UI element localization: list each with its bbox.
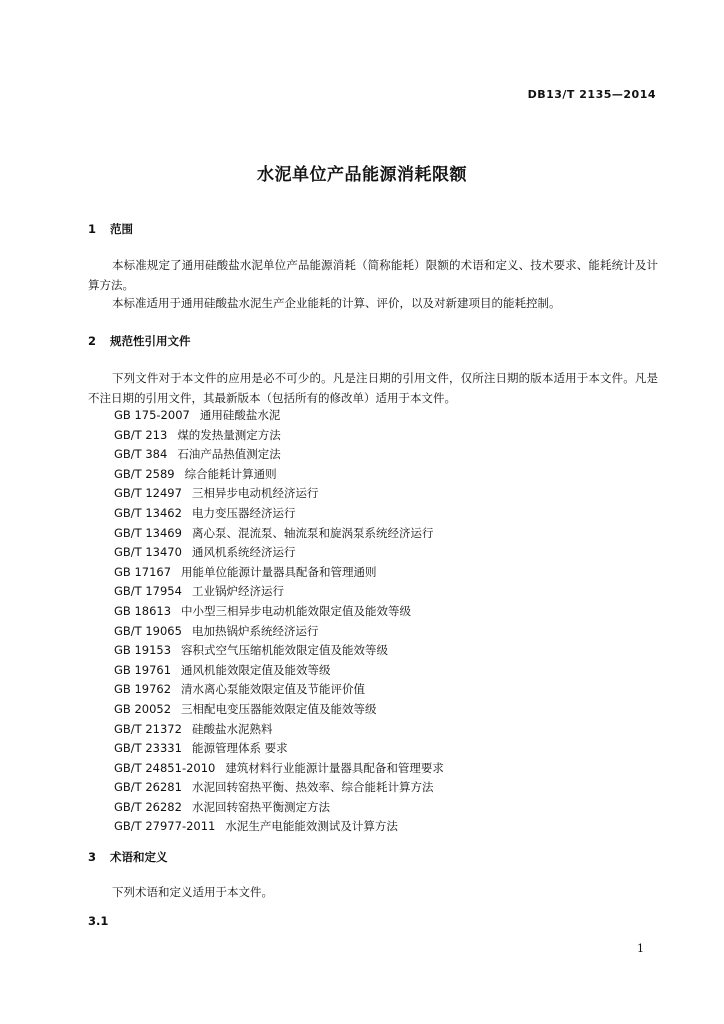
- section-heading-terms: [88, 849, 168, 865]
- reference-name: 建筑材料行业能源计量器具配备和管理要求: [225, 760, 444, 775]
- reference-code: GB/T 26281: [114, 780, 182, 795]
- reference-name: 工业锅炉经济运行: [191, 584, 284, 599]
- reference-name: 离心泵、混流泵、轴流泵和旋涡泵系统经济运行: [191, 525, 434, 540]
- clause-number: 3.1: [88, 914, 109, 928]
- reference-name: 能源管理体系 要求: [191, 741, 288, 756]
- reference-name: 煤的发热量测定方法: [177, 427, 281, 442]
- reference-name: 水泥生产电能能效测试及计算方法: [225, 819, 398, 834]
- reference-code: GB 175-2007: [114, 408, 190, 422]
- reference-name: 水泥回转窑热平衡、热效率、综合能耗计算方法: [191, 780, 434, 795]
- reference-code: GB/T 13470: [114, 545, 182, 560]
- reference-code: GB/T 17954: [114, 584, 182, 599]
- reference-code: GB/T 2589: [114, 466, 175, 481]
- section-title: 范围: [110, 222, 134, 236]
- list-item: [114, 817, 444, 837]
- section-number: 2: [88, 334, 97, 348]
- reference-code: GB 19761: [114, 662, 172, 677]
- list-item: [114, 641, 444, 661]
- reference-name: 三相配电变压器能效限定值及能效等级: [181, 701, 377, 716]
- list-item: [114, 778, 444, 798]
- reference-name: 清水离心泵能效限定值及节能评价值: [181, 682, 366, 697]
- list-item: [114, 739, 444, 759]
- reference-name: 通风机系统经济运行: [191, 545, 296, 560]
- reference-code: GB/T 27977-2011: [114, 819, 216, 834]
- reference-code: GB/T 21372: [114, 721, 182, 736]
- reference-code: GB/T 26282: [114, 799, 182, 814]
- document-title: 水泥单位产品能源消耗限额: [257, 165, 467, 185]
- reference-code: GB 19762: [114, 682, 172, 697]
- list-item: [114, 759, 444, 779]
- list-item: [114, 622, 444, 642]
- list-item: [114, 582, 444, 602]
- list-item: [114, 700, 444, 720]
- reference-name: 电加热锅炉系统经济运行: [191, 623, 319, 638]
- reference-name: 三相异步电动机经济运行: [191, 486, 319, 501]
- reference-name: 电力变压器经济运行: [191, 505, 296, 520]
- reference-name: 中小型三相异步电动机能效限定值及能效等级: [181, 603, 412, 618]
- reference-code: GB/T 19065: [114, 623, 182, 638]
- reference-code: GB/T 13462: [114, 505, 182, 520]
- list-item: [114, 406, 444, 426]
- scope-paragraph-2: 本标准适用于通用硅酸盐水泥生产企业能耗的计算、评价，以及对新建项目的能耗控制。: [112, 296, 561, 310]
- reference-code: GB/T 23331: [114, 741, 182, 756]
- reference-code: GB/T 213: [114, 427, 168, 442]
- section-title: 规范性引用文件: [110, 334, 191, 348]
- reference-code: GB/T 24851-2010: [114, 760, 216, 775]
- reference-name: 综合能耗计算通则: [184, 466, 277, 481]
- reference-name: 通用硅酸盐水泥: [199, 408, 281, 422]
- list-item: [114, 543, 444, 563]
- section-title: 术语和定义: [110, 850, 168, 864]
- list-item: [114, 680, 444, 700]
- references-intro: 下列文件对于本文件的应用是必不可少的。凡是注日期的引用文件，仅所注日期的版本适用于本文件。凡是不注日期的引用文件，其最新版本（包括所有的修改单）适用于本文件。: [88, 371, 658, 405]
- page-number: 1: [637, 942, 644, 955]
- list-item: [114, 484, 444, 504]
- section-heading-normative-references: [88, 333, 191, 349]
- list-item: [114, 563, 444, 583]
- reference-name: 用能单位能源计量器具配备和管理通则: [181, 564, 377, 579]
- list-item: [114, 798, 444, 818]
- reference-name: 通风机能效限定值及能效等级: [181, 662, 331, 677]
- reference-code: GB/T 384: [114, 447, 168, 462]
- reference-code: GB/T 12497: [114, 486, 182, 501]
- list-item: [114, 426, 444, 446]
- reference-name: 水泥回转窑热平衡测定方法: [191, 799, 330, 814]
- section-number: 3: [88, 850, 97, 864]
- terms-intro: 下列术语和定义适用于本文件。: [112, 885, 273, 899]
- list-item: [114, 445, 444, 465]
- reference-code: GB 17167: [114, 564, 172, 579]
- list-item: [114, 720, 444, 740]
- reference-code: GB 18613: [114, 603, 172, 618]
- reference-name: 硅酸盐水泥熟料: [191, 721, 273, 736]
- list-item: [114, 465, 444, 485]
- list-item: [114, 602, 444, 622]
- list-item: [114, 504, 444, 524]
- section-number: 1: [88, 222, 97, 236]
- reference-code: GB/T 13469: [114, 525, 182, 540]
- section-heading-scope: [88, 221, 133, 237]
- reference-list: [114, 406, 444, 837]
- list-item: [114, 661, 444, 681]
- reference-name: 容积式空气压缩机能效限定值及能效等级: [181, 643, 389, 658]
- reference-name: 石油产品热值测定法: [177, 447, 281, 462]
- reference-code: GB 19153: [114, 643, 172, 658]
- list-item: [114, 524, 444, 544]
- reference-code: GB 20052: [114, 701, 172, 716]
- standard-number: DB13/T 2135—2014: [527, 88, 656, 101]
- scope-paragraph-1: 本标准规定了通用硅酸盐水泥单位产品能源消耗（简称能耗）限额的术语和定义、技术要求、能耗统计及计算方法。: [88, 258, 658, 292]
